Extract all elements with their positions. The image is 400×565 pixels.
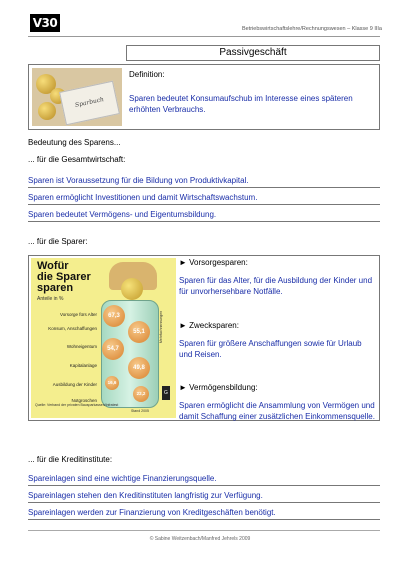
footer-copyright: © Sabine Weitzenbach/Manfred Jehrels 2009	[149, 536, 251, 542]
chart-row-label: Ausbildung der Kinder	[52, 382, 97, 387]
chart-row-label: Kapitalanlage	[69, 363, 97, 368]
header-divider	[28, 36, 380, 37]
logo: V30	[30, 14, 60, 32]
chart-value-ball: 22,2	[133, 386, 149, 402]
coin-icon	[38, 102, 56, 120]
chart-row-label: Konsum, Anschaffungen	[48, 326, 97, 331]
savings-purpose-infographic	[31, 258, 176, 418]
chart-value-ball: 67,3	[103, 305, 125, 327]
sparer-item-text: Sparen für größere Anschaffungen sowie für Urlaub und Reisen.	[179, 339, 362, 359]
chart-row-label: Wohneigentum	[66, 344, 97, 349]
gesamt-item: Sparen ist Voraussetzung für die Bildung von Produktivkapital.	[28, 174, 380, 188]
gesamt-item: Sparen bedeutet Vermögens- und Eigentumsbildung.	[28, 208, 380, 222]
globus-logo: G	[162, 386, 170, 400]
chart-title-line: sparen	[37, 282, 74, 294]
sparer-item-text: Sparen für das Alter, für die Ausbildung der Kinder und für unvorhersehbare Notfälle.	[179, 276, 373, 296]
chart-row-label: Notgroschen	[71, 398, 97, 403]
definition-text: Sparen bedeutet Konsumaufschub im Interesse eines späteren erhöhten Verbrauchs.	[129, 94, 353, 114]
savings-book-photo	[32, 68, 122, 126]
page-title: Passivgeschäft	[126, 45, 380, 61]
gesamtwirtschaft-heading: ... für die Gesamtwirtschaft:	[28, 155, 126, 164]
sparer-item-head: ► Vorsorgesparen:	[179, 258, 248, 267]
chart-title	[37, 261, 91, 294]
kredit-item: Spareinlagen werden zur Finanzierung von Kreditgeschäften benötigt.	[28, 506, 380, 520]
gesamt-item: Sparen ermöglicht Investitionen und damit Wirtschaftswachstum.	[28, 191, 380, 205]
chart-side-note: Mehrfachnennungen	[159, 310, 163, 343]
chart-value-ball: 54,7	[102, 338, 124, 360]
header-title: Betriebswirtschaftslehre/Rechnungswesen – Klasse 9 IIIa	[241, 26, 382, 32]
chart-value-ball: 55,1	[128, 321, 150, 343]
sparer-item-head: ► Vermögensbildung:	[179, 383, 258, 392]
chart-stand: Stand 2005	[131, 409, 149, 413]
footer-divider	[28, 530, 380, 531]
definition-label: Definition:	[129, 70, 165, 79]
sparer-heading: ... für die Sparer:	[28, 237, 88, 246]
savings-book	[59, 81, 120, 126]
chart-title-line: Wofür	[37, 260, 69, 272]
definition-box	[28, 64, 380, 130]
chart-value-ball: 49,8	[128, 357, 150, 379]
savings-book-caption: Sparbuch	[74, 96, 105, 109]
chart-subtitle: Anteile in %	[37, 296, 64, 302]
coin-icon	[121, 278, 143, 300]
sparer-item-text: Sparen ermöglicht die Ansammlung von Vermögen und damit Schaffung einer zusätzlichen Einkommensquelle.	[179, 401, 375, 421]
kredit-item: Spareinlagen sind eine wichtige Finanzierungsquelle.	[28, 472, 380, 486]
sparer-box	[28, 255, 380, 421]
sparer-item-head: ► Zwecksparen:	[179, 321, 239, 330]
chart-value-ball: 16,6	[105, 376, 119, 390]
bedeutung-heading: Bedeutung des Sparens...	[28, 138, 121, 147]
chart-source: Quelle: Verband der privaten Bausparkassen/Infratest	[35, 403, 119, 407]
kredit-heading: ... für die Kreditinstitute:	[28, 455, 113, 464]
kredit-item: Spareinlagen stehen den Kreditinstituten langfristig zur Verfügung.	[28, 489, 380, 503]
chart-title-line: die Sparer	[37, 271, 91, 283]
chart-row-label: Vorsorge fürs Alter	[59, 312, 97, 317]
